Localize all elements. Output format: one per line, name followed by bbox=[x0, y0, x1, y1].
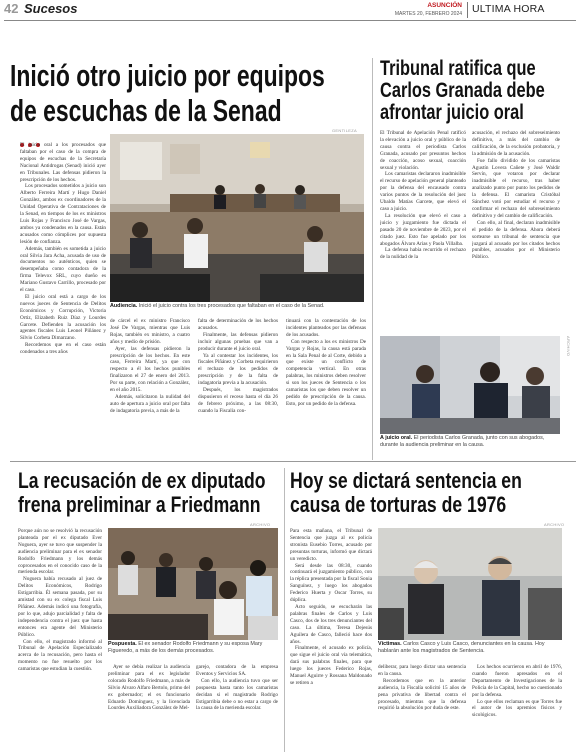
article2-title-line3: afrontar juicio oral bbox=[380, 101, 524, 124]
caption-text: Inició el juicio contra los tres procesados que faltaban en el caso de la Senad. bbox=[137, 303, 325, 309]
paragraph: Con respecto a los ex ministros De Vargas y Rojas, la causa está parada en la Sala Penal de al Corte, debido a que existe un conflicto de competencia vertical. En otras palabras, los ministros deben resolver si son los jueces de Sentencia o los camaristas los que deben resolver un pedido de prescripción de la causa. Esto, por un pedido de la defensa. bbox=[286, 338, 366, 407]
caption-lead: Pospuesta. bbox=[108, 641, 137, 647]
article3-caption bbox=[108, 641, 280, 655]
paragraph: Porque aún no se resolvió la recusación planteada por el ex diputado Ever Noguera, ayer se tuvo que suspender la audiencia preliminar para el ex senador Rodolfo Friedmann y los demás coprocesados en el conocido caso de la merienda escolar. bbox=[18, 528, 102, 576]
article4-title-line1: Hoy se dictará sentencia en bbox=[290, 468, 522, 493]
section-title: Sucesos bbox=[24, 1, 78, 16]
article4-title-line2: causa de torturas de 1976 bbox=[290, 492, 507, 517]
paragraph: Los hechos ocurrieron en abril de 1976, cuando fueron apresados en el Departamento de Investigaciones de la Policía de la Capital, hecho no cuestionado por la defensa. bbox=[472, 664, 562, 698]
article2-photo-credit: ARCHIVO bbox=[566, 336, 571, 357]
caption-lead: Víctimas. bbox=[378, 641, 402, 647]
paragraph: acusación, el rechazo del sobreseimiento definitivo, a más del cambio de calificación, de la exclusión probatoria, y la admisión de la acusación. bbox=[472, 130, 560, 157]
article3-title-line2: frena preliminar a Friedmann bbox=[18, 492, 261, 517]
article2-title-line2: Carlos Granada debe bbox=[380, 79, 545, 102]
article3-col2 bbox=[108, 664, 190, 752]
paragraph: Ayer se debía realizar la audiencia preliminar para el ex legislador colorado Rodolfo Friedmann, a más de Silvio Alvaro Alfaro Bertolo, primo del ex gobernador; el ex funcionario Eduardo Domínguez, y la licenciada Lourdes Auxiliadora González de Mel- bbox=[108, 664, 190, 712]
paragraph: Con ello, la audiencia tuvo que ser pospuesta hasta tanto los camaristas decidan si el magistrado Rodrigo Estigarribia debe o no estar a cargo de la causa de la merienda escolar. bbox=[196, 677, 278, 712]
paragraph: Ya al contestar los incidentes, los fiscales Piñánez y Corbeta requirieron el rechazo de los pedidos de prescripción y de la falta de indagatoria previa a la acusación. bbox=[198, 352, 278, 387]
article4-col3 bbox=[472, 664, 562, 752]
paragraph: Fue fallo dividido de los camaristas Agustín Lovera Cañete y José Waldir Servín, que votaron por declarar inadmisible el recurso, tras haber analizado punto por punto los pedidos de la defensa. El camarista Cristóbal Sánchez votó por estudiar el recurso y confirmar el rechazo del sobreseimiento definitivo y del cambio de calificación. bbox=[472, 157, 560, 219]
paragraph: tinuará con la contestación de los incidentes planteados por las defensas de los acusados. bbox=[286, 318, 366, 338]
paragraph: Recordemos que en el caso están condenados a tres años bbox=[20, 342, 106, 356]
paragraph: La defensa había recurrido el rechazo de la nulidad de la bbox=[380, 247, 466, 261]
article2-col2 bbox=[472, 130, 560, 330]
article1-caption bbox=[110, 303, 366, 310]
paragraph: Después, los magistrados dispusieron el receso hasta el día 26 de febrero próximo, a las 08:30, cuando la Fiscalía con- bbox=[198, 387, 278, 414]
article2-col1 bbox=[380, 130, 466, 330]
paragraph: Con ello, el magistrado informó al Tribunal de Apelación Especializado acerca de la recusación, pero hasta el momento no fue resuelto por los camaristas que estudian la cuestión. bbox=[18, 638, 102, 673]
article3-col3 bbox=[196, 664, 278, 752]
caption-text: El ex senador Rodolfo Friedmann y su esposa Mary Figueredo, a más de los demás procesados. bbox=[108, 641, 263, 654]
paragraph: Además, también es sometida a juicio oral Silvia Jara Acha, acusada de uso de documentos no auténticos, quien se desempeñaba como contadora de la firma Televox SRL, cuyo dueño es Mariano Gustavo Carrillo, procesado por el caso. bbox=[20, 245, 106, 294]
paragraph: Finalmente, las defensas pidieron incluir algunas pruebas que van a producir durante el juicio oral. bbox=[198, 331, 278, 352]
courtroom-photo bbox=[110, 134, 364, 302]
paragraph: de cárcel el ex ministro Francisco José De Vargas, mientras que Luis Rojas, también ex ministro, a cuatro años y medio de prisión. bbox=[110, 318, 190, 345]
granada-photo bbox=[380, 336, 560, 434]
paragraph: La resolución que elevó el caso a juicio y juzgamiento fue dictada el pasado 20 de noviembre de 2023, por el citado juez. Esto fue apelado por los abogados Álvaro Arias y Paola Villalba. bbox=[380, 212, 466, 247]
paragraph: Noguera había recusado al juez de Delitos Económicos, Rodrigo Estigarribia. Él semana pasada, por su amistad con su ex colega fiscal Luis Piñánez. Además indicó una fotografía, por lo que, adujo parcialidad y falta de independencia contra el juez que hasta entonces era agente del Ministerio Público. bbox=[18, 576, 102, 638]
paragraph: deliberar, para luego dictar una sentencia en la causa. bbox=[378, 664, 466, 677]
column-divider bbox=[372, 58, 373, 460]
paragraph: El juicio oral está a cargo de los nuevos jueces de Sentencia de Delitos Económicos y Corrupción, Victoria Ortiz, Elizabeth Ruiz Díaz y Lourdes Garcete. Defienden la acusación los agentes fiscales Luis Leonel Piñánez y Silvio Corbeta Dimarzano. bbox=[20, 293, 106, 342]
paragraph: Para esta mañana, el Tribunal de Sentencia que juzga al ex policía stronista Eusebio Torres, acusado por presuntas torturas, informó que dictará un veredicto. bbox=[290, 528, 372, 562]
article4-caption bbox=[378, 641, 564, 655]
header-rule bbox=[4, 20, 576, 21]
column-divider bbox=[284, 468, 285, 752]
article3-photo-credit: ARCHIVO bbox=[250, 522, 271, 527]
paragraph: Con ello, al final, declaran inadmisible el pedido de la defensa. Ahora deberá sortearse un tribunal de sentencia que juzgará al acusado por los citados hechos punibles, acusados por el Ministerio Público. bbox=[472, 219, 560, 261]
caption-text: Carlos Casco y Luis Casco, denunciantes en la causa. Hoy hablarán ante los magistrados de Sentencia. bbox=[378, 641, 545, 654]
article1-title-line1: Inició otro juicio por equipos bbox=[10, 58, 325, 93]
friedmann-photo bbox=[108, 528, 278, 640]
page-number: 42 bbox=[4, 1, 19, 16]
paragraph: Será desde las 08:30, cuando continuará el juzgamiento público, con la réplica presentada por la fiscal Sonia Sanguínez, y luego los abogados Federico Huerta y Oscar Torres, su dúplica. bbox=[290, 562, 372, 604]
caption-lead: Audiencia. bbox=[110, 303, 138, 309]
paragraph: Los camaristas declararon inadmisible el recurso de apelación general planteado por la defensa del encausado contra varios puntos de la resolución del juez Ubaldo Matías Garcete, que elevó el caso a juicio. bbox=[380, 171, 466, 212]
article2-caption bbox=[380, 435, 562, 449]
paragraph: Recordemos que en la anterior audiencia, la Fiscalía solicitó 15 años de pena privativa de libertad contra el procesado, mientras que la defensa requirió la absolución por duda de este. bbox=[378, 677, 466, 712]
paragraph: Ayer, las defensas pidieron la prescripción de los hechos. En este caso, Ferreira Martí, ya que con respecto a él los hechos punibles finalizaron el 27 de enero del 2013. Por su parte, con relación a González, en el año 2015. bbox=[110, 345, 190, 394]
article1-photo-credit: GENTILEZA bbox=[332, 128, 357, 133]
caption-text: El periodista Carlos Granada, junto con sus abogados, durante la audiencia preliminar en la causa. bbox=[380, 435, 545, 448]
casco-photo bbox=[378, 528, 562, 640]
paragraph: garejo, contadora de la empresa Eventos y Servicios SA. bbox=[196, 664, 278, 677]
article4-photo-credit: ARCHIVO bbox=[544, 522, 565, 527]
section-rule bbox=[10, 461, 576, 462]
article1-title-line2: de escuchas de la Senad bbox=[10, 93, 282, 128]
article3-col1 bbox=[18, 528, 102, 752]
paragraph: Acto seguido, se escucharán las palabras finales de Carlos y Luis Casco, dos de los tres denunciantes del caso. La última, Teresa Dejesús Aguilera de Casco, falleció hace dos años. bbox=[290, 603, 372, 645]
paragraph: Además, solicitaron la nulidad del auto de apertura a juicio oral por falta de indagatoria previa, a más de la bbox=[110, 393, 190, 414]
paragraph: El juicio oral a los procesados que faltaban por el caso de la compra de equipos de escuchas de la Secretaría Nacional Antidrogas (Senad) inició ayer en Tribunales. Las defensas pidieron la prescripción de los hechos. bbox=[20, 142, 106, 183]
header-divider bbox=[467, 2, 468, 18]
article1-col1 bbox=[20, 142, 106, 522]
paragraph: Lo que ellos reclaman es que Torres fue el autor de los apremios físicos y sicológicos. bbox=[472, 698, 562, 719]
article3-title-line1: La recusación de ex diputado bbox=[18, 468, 266, 493]
right-section-title: ULTIMA HORA bbox=[472, 3, 545, 15]
article2-title-line1: Tribunal ratifica que bbox=[380, 57, 536, 80]
caption-lead: A juicio oral. bbox=[380, 435, 413, 441]
issue-date: MARTES 20, FEBRERO 2024 bbox=[394, 11, 462, 17]
paragraph: Finalmente, el acusado ex policía, que sigue el juicio oral vía telemática, dará sus palabras finales, para que luego los jueces Federico Rojas, Manuel Aguirre y Rossana Maldonado se retiren a bbox=[290, 645, 372, 686]
brand-name: ASUNCIÓN bbox=[427, 2, 462, 9]
paragraph: falta de determinación de los hechos acusados. bbox=[198, 318, 278, 331]
article4-col1 bbox=[290, 528, 372, 752]
article4-col2 bbox=[378, 664, 466, 752]
paragraph: Los procesados sometidos a juicio son Alberto Ferreira Martí y Hugo Daniel González, ambos ex coordinadores de la Unidad Operativa de Contrataciones de la Senad, en tiempos de los ex ministros Luis Rojas y Francisco José de Vargas, ambos ya condenados en la causa. Están acusados como cómplices por supuesta lesión de confianza. bbox=[20, 183, 106, 245]
paragraph: El Tribunal de Apelación Penal ratificó la elevación a juicio oral y público de la causa contra el periodista Carlos Granada, acusado por presuntos hechos de coacción, acoso sexual, coacción sexual y violación. bbox=[380, 130, 466, 171]
